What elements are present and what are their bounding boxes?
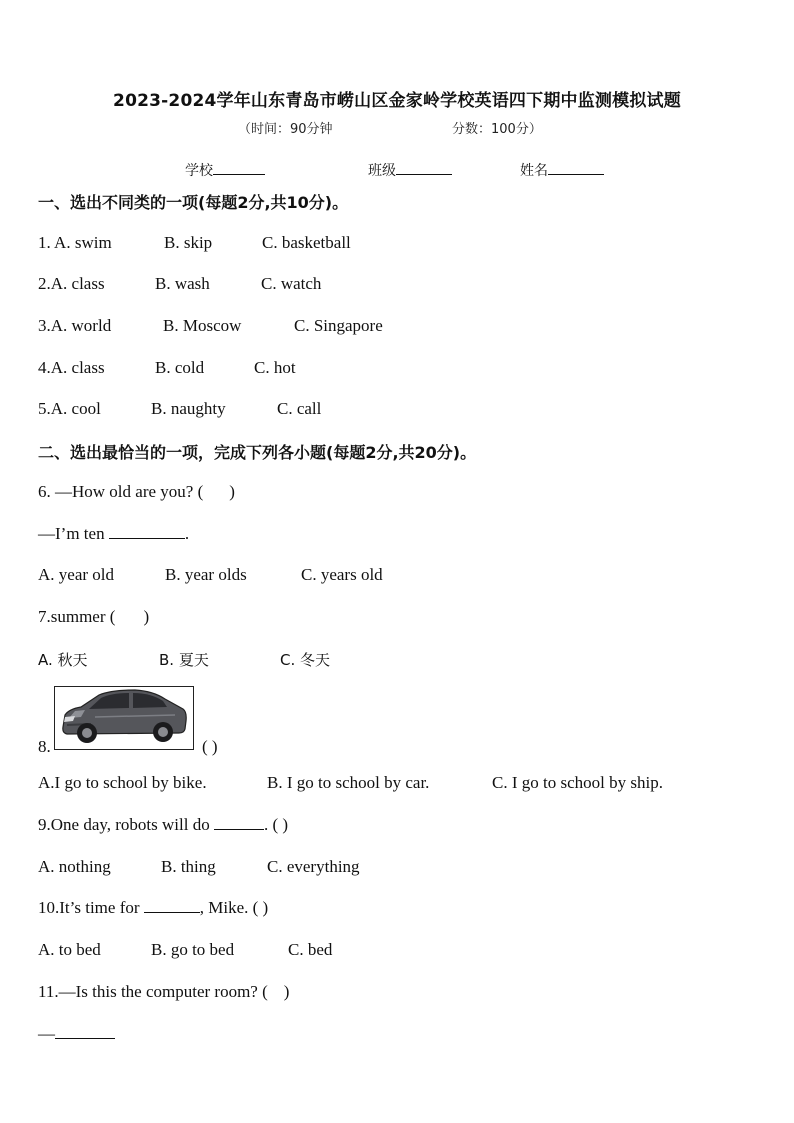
q11-text: 11.—Is this the computer room? ( — [38, 982, 268, 1001]
q8-option-c: C. I go to school by ship. — [492, 773, 663, 792]
class-field — [368, 160, 452, 180]
name-field — [520, 160, 604, 180]
q9-text: 9.One day, robots will do — [38, 815, 210, 834]
q6-paren-end: ) — [229, 482, 235, 501]
q7-option-c: C. 冬天 — [280, 651, 331, 669]
q10-option-c: C. bed — [288, 940, 333, 959]
q10-blank — [144, 898, 200, 913]
q8-number: 8. — [38, 737, 51, 756]
score-info: 分数：100分） — [452, 122, 542, 137]
q10-question — [38, 898, 268, 918]
q11-blank — [55, 1024, 115, 1039]
q6-option-a: A. year old — [38, 565, 115, 584]
q9-paren: . ( ) — [263, 815, 289, 834]
q10-option-a: A. to bed — [38, 940, 101, 959]
time-info: （时间：90分钟 — [238, 122, 333, 137]
class-blank — [396, 160, 452, 175]
q1-option-c: C. basketball — [262, 233, 351, 252]
q10-text: 10.It’s time for — [38, 898, 140, 917]
q7-question — [38, 607, 149, 627]
q11-dash: — — [38, 1024, 55, 1043]
q6-blank — [109, 524, 185, 539]
q2-option-b: B. wash — [155, 274, 210, 293]
section2-heading: 二、选出最恰当的一项，完成下列各小题(每题2分,共20分)。 — [38, 443, 477, 462]
q9-blank — [214, 815, 264, 830]
q8-paren: ( ) — [202, 737, 218, 756]
q11-paren-end: ) — [283, 982, 290, 1001]
q3-option-a: 3.A. world — [38, 316, 112, 335]
q5-option-c: C. call — [277, 399, 322, 418]
q8-option-b: B. I go to school by car. — [267, 773, 430, 792]
q9-question — [38, 815, 288, 835]
car-icon — [55, 687, 193, 749]
q7-text: 7.summer ( — [38, 607, 116, 626]
q8-option-a: A.I go to school by bike. — [38, 773, 207, 792]
q6-period: . — [184, 524, 190, 543]
name-blank — [548, 160, 604, 175]
q9-option-a: A. nothing — [38, 857, 111, 876]
q9-option-c: C. everything — [267, 857, 360, 876]
page-title: 2023-2024学年山东青岛市崂山区金家岭学校英语四下期中监测模拟试题 — [113, 91, 681, 111]
q9-option-b: B. thing — [161, 857, 216, 876]
q4-option-c: C. hot — [254, 358, 296, 377]
q7-option-b: B. 夏天 — [159, 651, 209, 669]
school-label: 学校 — [185, 163, 213, 179]
q2-option-a: 2.A. class — [38, 274, 105, 293]
q6-text: 6. —How old are you? ( — [38, 482, 204, 501]
school-field — [185, 160, 265, 180]
q7-paren-end: ) — [143, 607, 150, 626]
q5-option-b: B. naughty — [151, 399, 226, 418]
q6-option-c: C. years old — [301, 565, 383, 584]
q6-answer-line — [38, 524, 189, 544]
q10-option-b: B. go to bed — [151, 940, 235, 959]
q6-question — [38, 482, 235, 502]
q6-option-b: B. year olds — [165, 565, 247, 584]
q3-option-c: C. Singapore — [294, 316, 383, 335]
q11-question — [38, 982, 289, 1002]
q1-option-a: 1. A. swim — [38, 233, 112, 252]
school-blank — [213, 160, 265, 175]
q2-option-c: C. watch — [261, 274, 322, 293]
name-label: 姓名 — [520, 163, 548, 179]
q6-answer-text: —I’m ten — [38, 524, 105, 543]
q10-paren: , Mike. ( ) — [199, 898, 269, 917]
q1-option-b: B. skip — [164, 233, 213, 252]
class-label: 班级 — [368, 163, 396, 179]
q11-answer-line — [38, 1024, 115, 1044]
q4-option-b: B. cold — [155, 358, 205, 377]
q5-option-a: 5.A. cool — [38, 399, 101, 418]
car-picture — [54, 686, 194, 750]
section1-heading: 一、选出不同类的一项(每题2分,共10分)。 — [38, 193, 349, 212]
q7-option-a: A. 秋天 — [38, 651, 88, 669]
q4-option-a: 4.A. class — [38, 358, 105, 377]
q3-option-b: B. Moscow — [163, 316, 242, 335]
